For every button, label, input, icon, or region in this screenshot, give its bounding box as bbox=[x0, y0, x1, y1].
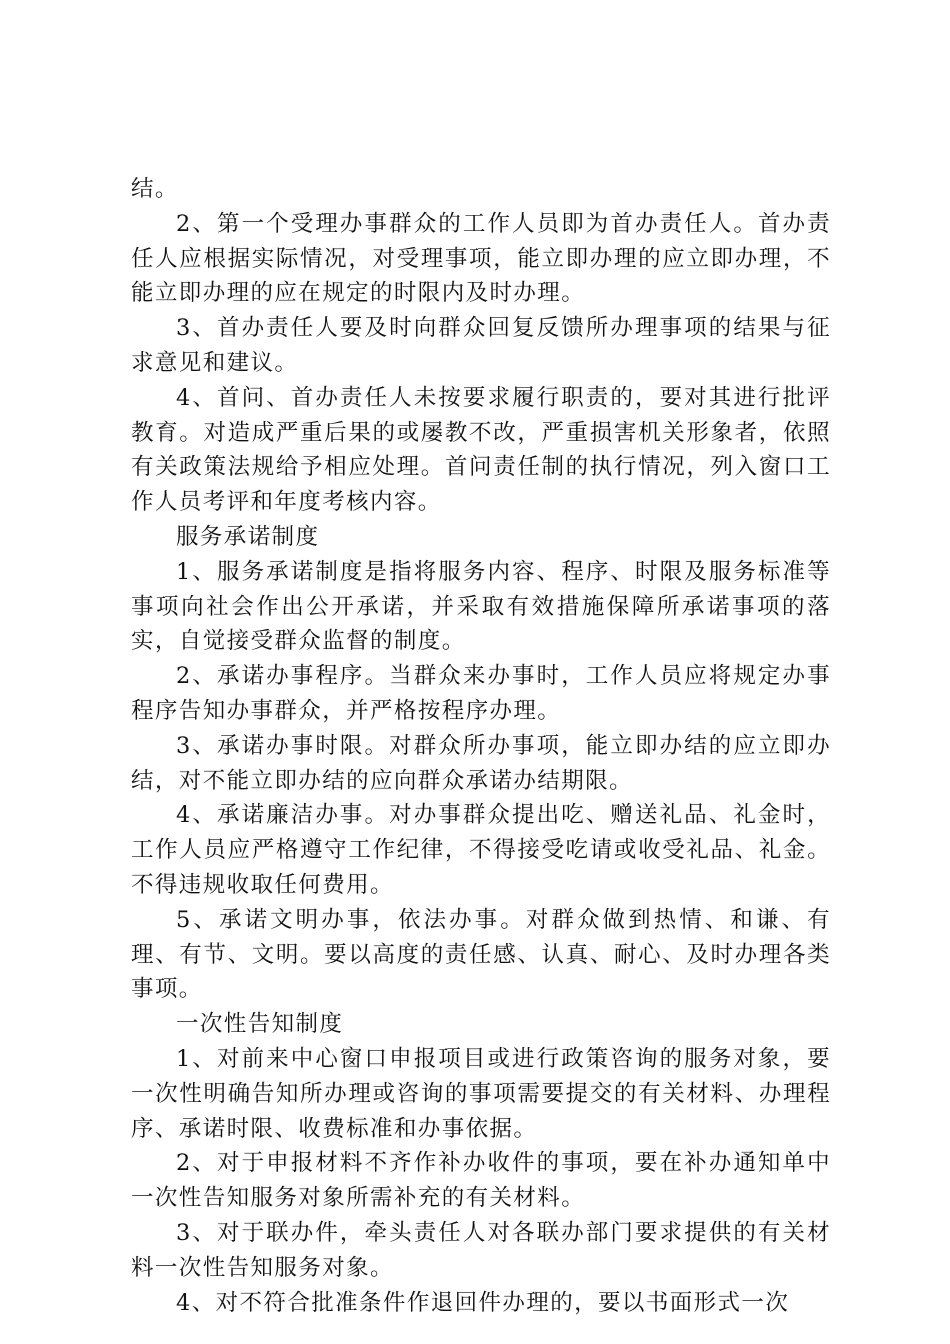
paragraph: 2、承诺办事程序。当群众来办事时，工作人员应将规定办事程序告知办事群众，并严格按程序办理。 bbox=[131, 663, 831, 724]
paragraph: 3、承诺办事时限。对群众所办事项，能立即办结的应立即办结，对不能立即办结的应向群众承诺办结期限。 bbox=[131, 732, 831, 794]
paragraph: 2、对于申报材料不齐作补办收件的事项，要在补办通知单中一次性告知服务对象所需补充的有关材料。 bbox=[131, 1150, 831, 1212]
paragraph: 1、服务承诺制度是指将服务内容、程序、时限及服务标准等事项向社会作出公开承诺，并采取有效措施保障所承诺事项的落实，自觉接受群众监督的制度。 bbox=[131, 558, 831, 655]
paragraph: 2、第一个受理办事群众的工作人员即为首办责任人。首办责任人应根据实际情况，对受理事项，能立即办理的应立即办理，不能立即办理的应在规定的时限内及时办理。 bbox=[131, 210, 831, 307]
section-heading: 一次性告知制度 bbox=[176, 1011, 344, 1038]
paragraph: 3、首办责任人要及时向群众回复反馈所办理事项的结果与征求意见和建议。 bbox=[131, 315, 831, 376]
paragraph: 1、对前来中心窗口申报项目或进行政策咨询的服务对象，要一次性明确告知所办理或咨询的事项需要提交的有关材料、办理程序、承诺时限、收费标准和办事依据。 bbox=[131, 1045, 831, 1142]
paragraph: 结。 bbox=[131, 176, 179, 202]
paragraph: 3、对于联办件，牵头责任人对各联办部门要求提供的有关材料一次性告知服务对象。 bbox=[131, 1219, 831, 1281]
paragraph: 4、承诺廉洁办事。对办事群众提出吃、赠送礼品、礼金时，工作人员应严格遵守工作纪律，不得接受吃请或收受礼品、礼金。不得违规收取任何费用。 bbox=[131, 802, 831, 898]
document-body bbox=[131, 172, 831, 1320]
section-heading: 服务承诺制度 bbox=[176, 523, 320, 550]
paragraph: 4、对不符合批准条件作退回件办理的，要以书面形式一次 bbox=[176, 1289, 790, 1316]
paragraph: 5、承诺文明办事，依法办事。对群众做到热情、和谦、有理、有节、文明。要以高度的责任感、认真、耐心、及时办理各类事项。 bbox=[131, 906, 831, 1003]
paragraph: 4、首问、首办责任人未按要求履行职责的，要对其进行批评教育。对造成严重后果的或屡教不改，严重损害机关形象者，依照有关政策法规给予相应处理。首问责任制的执行情况，列入窗口工作人员考评和年度考核内容。 bbox=[131, 384, 831, 516]
